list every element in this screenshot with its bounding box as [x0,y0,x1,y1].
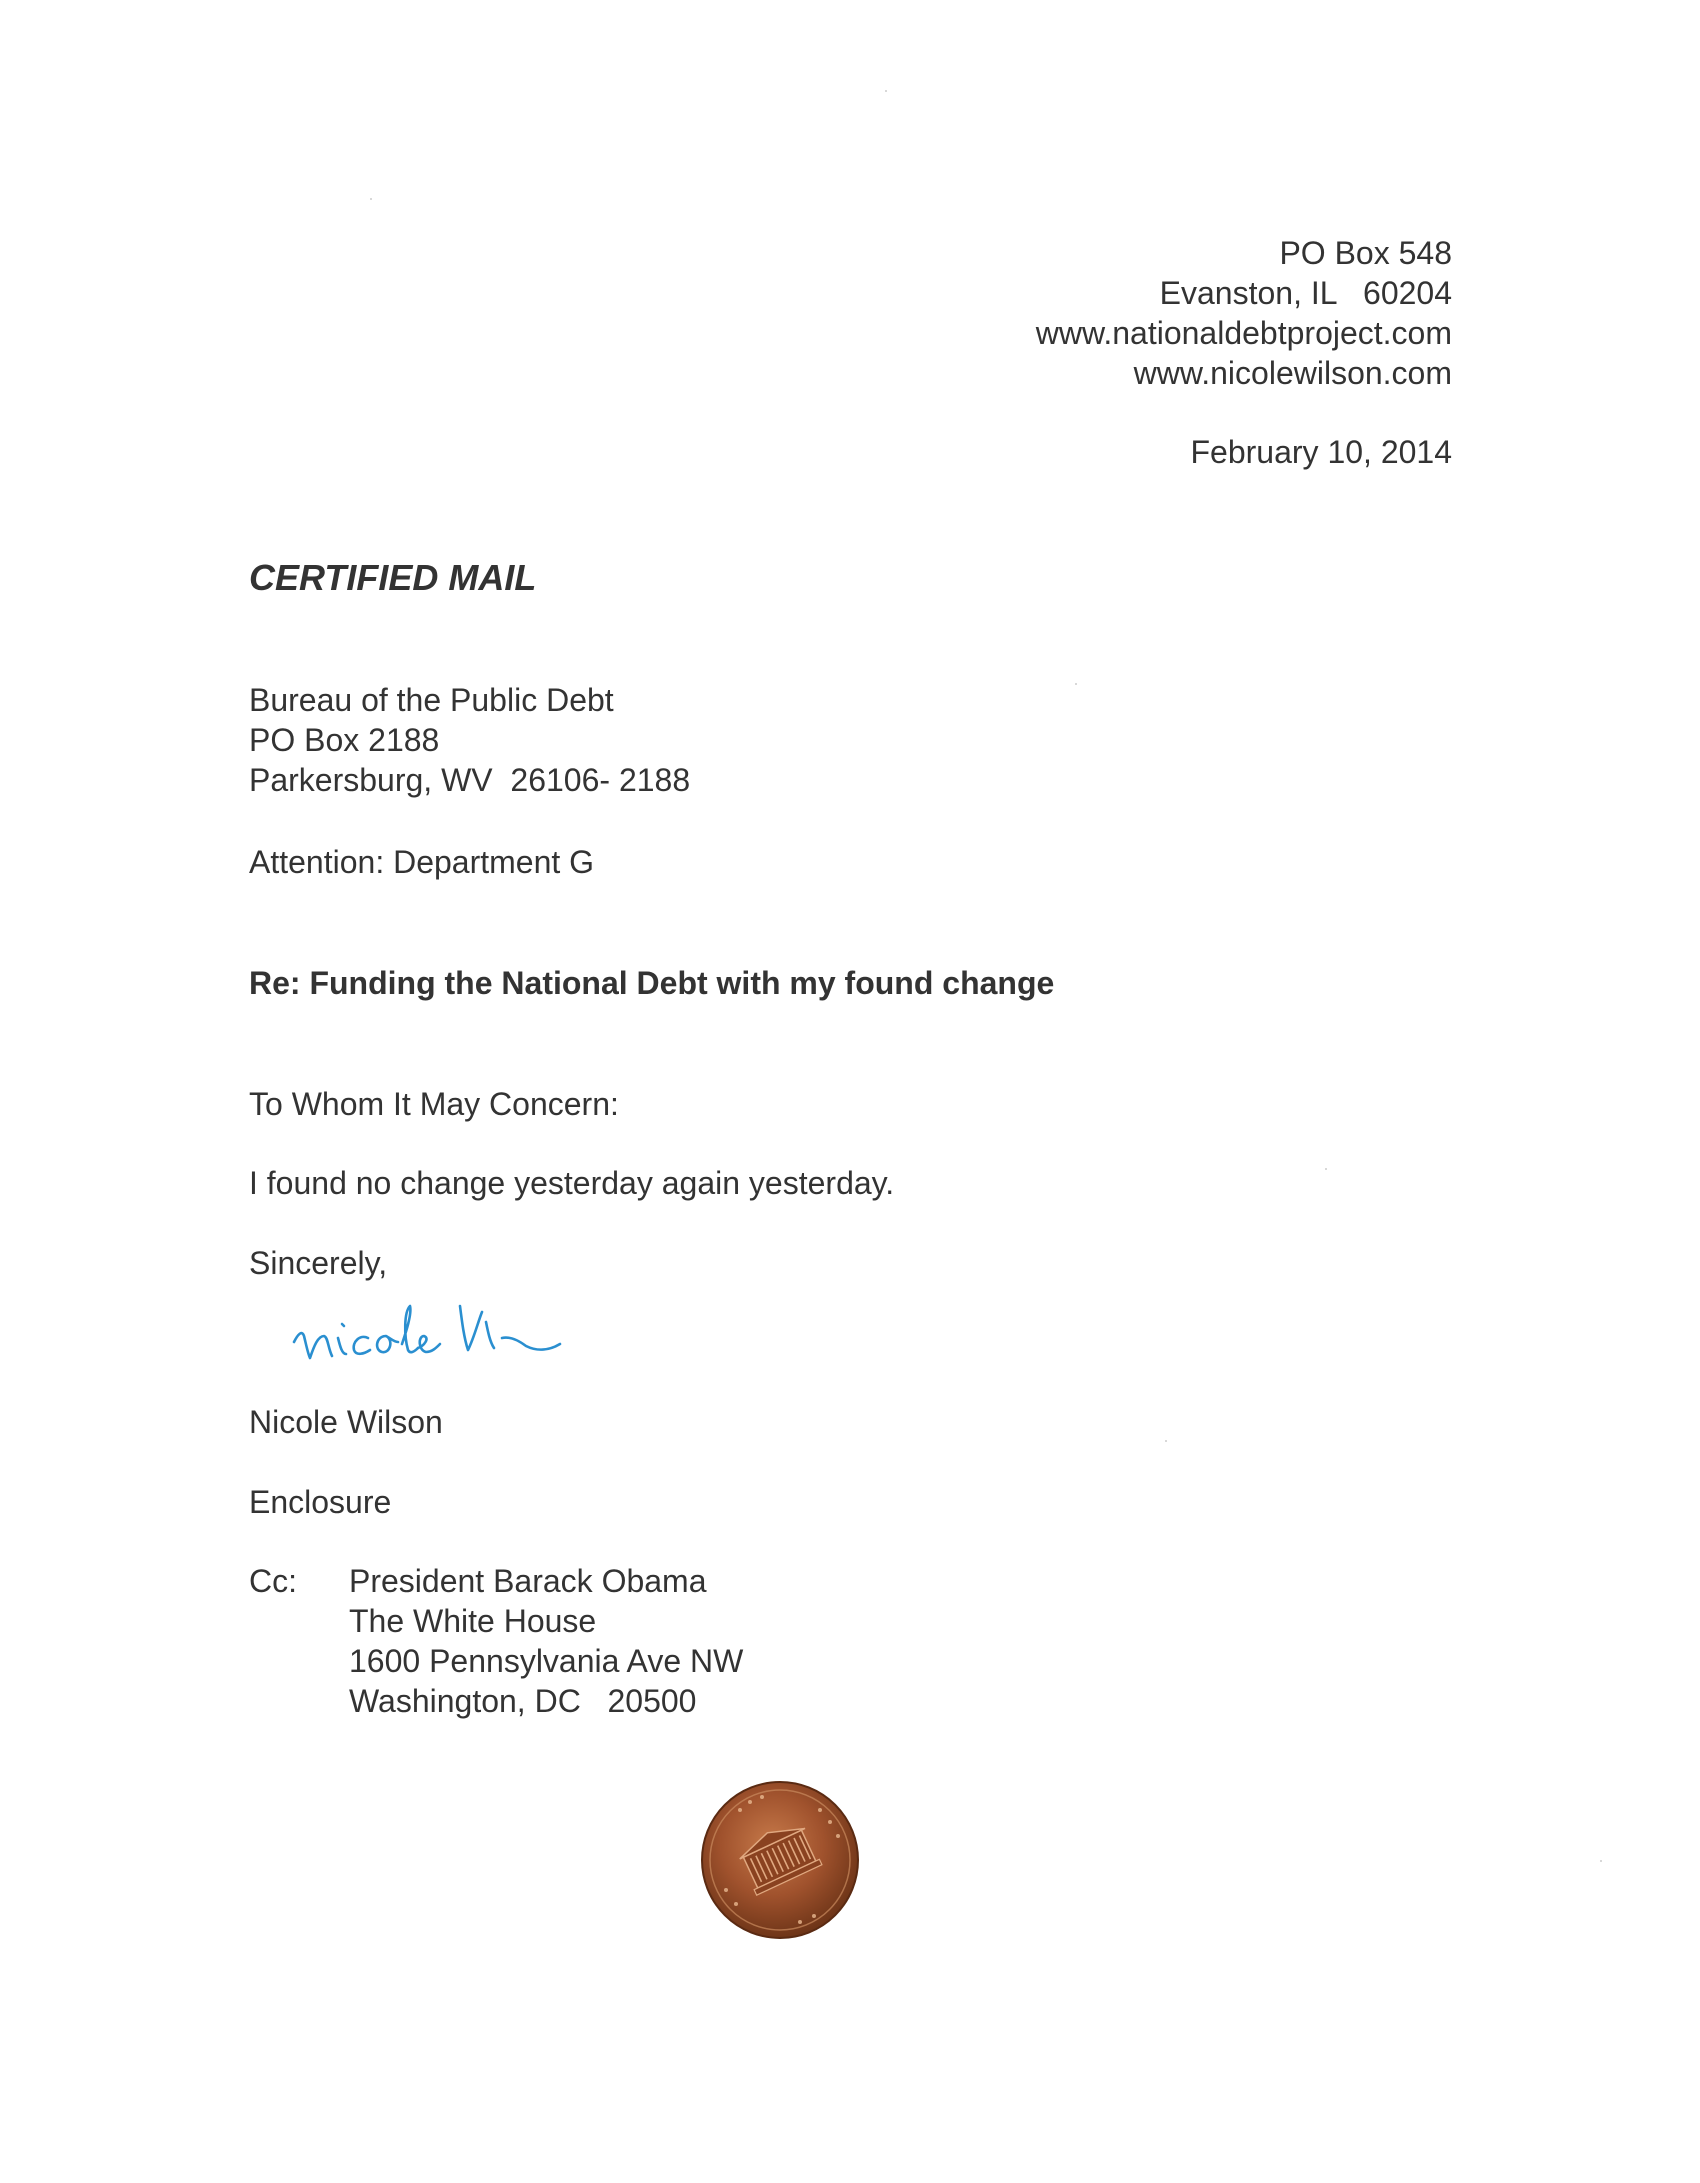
cc-line: 1600 Pennsylvania Ave NW [349,1643,744,1679]
cc-line: Washington, DC 20500 [349,1683,697,1719]
recipient-line: Parkersburg, WV 26106- 2188 [249,762,691,798]
attention-line: Attention: Department G [249,844,595,880]
handwritten-signature [290,1292,620,1372]
recipient-line: PO Box 2188 [249,722,440,758]
enclosure-note: Enclosure [249,1484,392,1520]
scan-speck [1325,1168,1327,1170]
sender-line: PO Box 548 [1279,235,1452,271]
sender-address [1036,233,1452,393]
sender-website-link: www.nicolewilson.com [1133,355,1452,391]
subject-line: Re: Funding the National Debt with my found change [249,965,1055,1001]
cc-address [349,1561,743,1721]
sender-line: Evanston, IL 60204 [1159,275,1452,311]
scan-speck [370,198,372,200]
recipient-line: Bureau of the Public Debt [249,682,614,718]
letter-body: I found no change yesterday again yesterday. [249,1165,895,1201]
sender-website-link: www.nationaldebtproject.com [1035,315,1452,351]
certified-mail-heading: CERTIFIED MAIL [249,557,537,598]
date-text: February 10, 2014 [1190,434,1452,470]
recipient-address [249,680,690,800]
signer-name: Nicole Wilson [249,1404,443,1440]
scan-speck [1165,1440,1167,1442]
cc-label: Cc: [249,1563,297,1599]
scan-speck [1600,1860,1602,1862]
closing: Sincerely, [249,1245,388,1281]
scan-speck [1075,683,1077,685]
salutation: To Whom It May Concern: [249,1086,619,1122]
letter-date [1191,432,1453,472]
cc-line: The White House [349,1603,597,1639]
cc-line: President Barack Obama [349,1563,707,1599]
penny-coin-icon [700,1780,860,1940]
scan-speck [885,90,887,92]
